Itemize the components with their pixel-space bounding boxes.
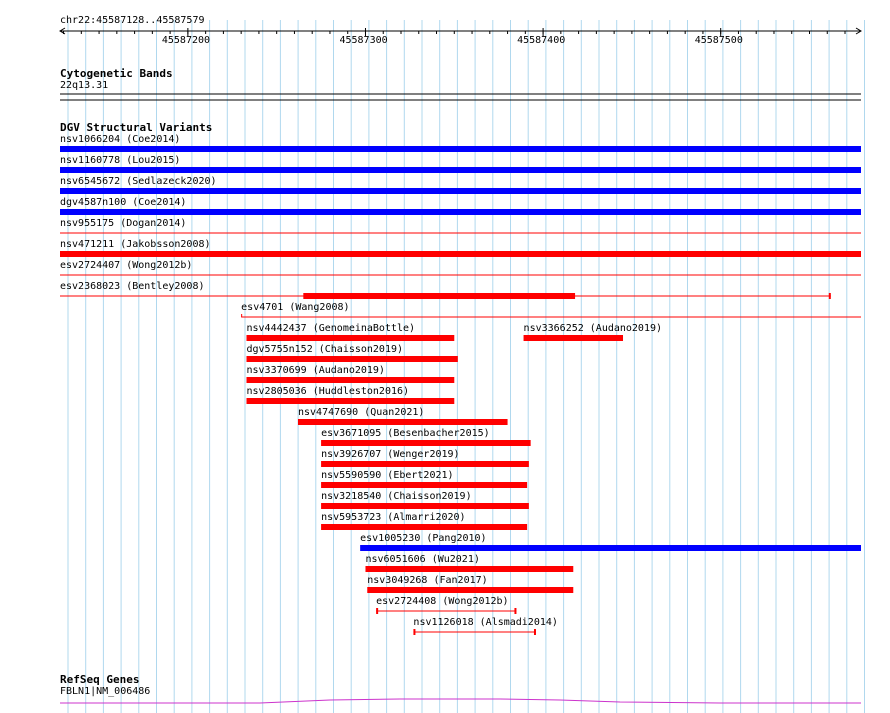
refseq-track-title: RefSeq Genes [60, 673, 140, 686]
variant-label: nsv3366252 (Audano2019) [523, 323, 663, 334]
variant-label: esv2724408 (Wong2012b) [376, 596, 509, 607]
ruler-tick-label: 45587300 [339, 35, 388, 46]
variant-bar [360, 545, 861, 551]
variant-label: nsv3049268 (Fan2017) [367, 575, 488, 586]
region-label: chr22:45587128..45587579 [60, 15, 205, 26]
variant-bar [298, 419, 508, 425]
cytoband-track-title: Cytogenetic Bands [60, 67, 173, 80]
variant-label: esv2368023 (Bentley2008) [60, 281, 205, 292]
variant-label: nsv1160778 (Lou2015) [60, 155, 181, 166]
variant-cap [534, 629, 536, 635]
variant-label: nsv955175 (Dogan2014) [60, 218, 187, 229]
variant-label: nsv2805036 (Huddleston2016) [246, 386, 410, 397]
variant-label: nsv1066204 (Coe2014) [60, 134, 181, 145]
variant-cap [413, 629, 415, 635]
variant-label: nsv4747690 (Quan2021) [297, 407, 425, 418]
variant-bar [321, 524, 527, 530]
variant-label: nsv1126018 (Alsmadi2014) [413, 617, 558, 628]
variant-label: nsv5590590 (Ebert2021) [321, 470, 454, 481]
variant-cap [829, 293, 831, 299]
variant-bar [60, 251, 861, 257]
variant-bar [60, 209, 861, 215]
variant-label: esv2724407 (Wong2012b) [60, 260, 193, 271]
variant-label: esv1005230 (Pang2010) [360, 533, 487, 544]
variant-bar [246, 377, 454, 383]
variant-bar [246, 335, 454, 341]
ruler-tick-label: 45587500 [694, 35, 743, 46]
gene-label: FBLN1|NM_006486 [60, 686, 151, 697]
ruler-tick-label: 45587200 [161, 35, 211, 46]
variant-bar [367, 587, 573, 593]
variant-thick-part [303, 293, 575, 299]
variant-bar [60, 188, 861, 194]
variant-bar [321, 440, 531, 446]
variant-bar [60, 167, 861, 173]
variant-cap [376, 608, 378, 614]
variant-bar [246, 356, 457, 362]
gene-feature-line [60, 699, 861, 703]
variant-bar [321, 461, 529, 467]
variant-label: esv3671095 (Besenbacher2015) [321, 428, 490, 439]
variant-label: nsv6051606 (Wu2021) [365, 554, 480, 565]
variant-bar [365, 566, 573, 572]
variant-label: dgv5755n152 (Chaisson2019) [246, 344, 404, 355]
variant-bar [321, 503, 529, 509]
ruler-tick-label: 45587400 [517, 35, 566, 46]
dgv-track-title: DGV Structural Variants [60, 121, 213, 134]
variant-cap [514, 608, 516, 614]
variant-label: esv4701 (Wang2008) [241, 302, 350, 313]
variant-bar [246, 398, 454, 404]
variant-label: nsv3370699 (Audano2019) [246, 365, 385, 376]
variant-label: dgv4587n100 (Coe2014) [60, 197, 187, 208]
variant-label: nsv3926707 (Wenger2019) [321, 449, 460, 460]
variant-label: nsv6545672 (Sedlazeck2020) [60, 176, 217, 187]
variant-label: nsv3218540 (Chaisson2019) [321, 491, 472, 502]
variant-bar [524, 335, 623, 341]
variant-bar [321, 482, 527, 488]
variant-label: nsv5953723 (Almarri2020) [321, 512, 466, 523]
cytoband-label: 22q13.31 [60, 80, 109, 91]
variant-bar [60, 146, 861, 152]
variant-label: nsv4442437 (GenomeinaBottle) [246, 323, 416, 334]
variant-label: nsv471211 (Jakobsson2008) [60, 239, 211, 250]
